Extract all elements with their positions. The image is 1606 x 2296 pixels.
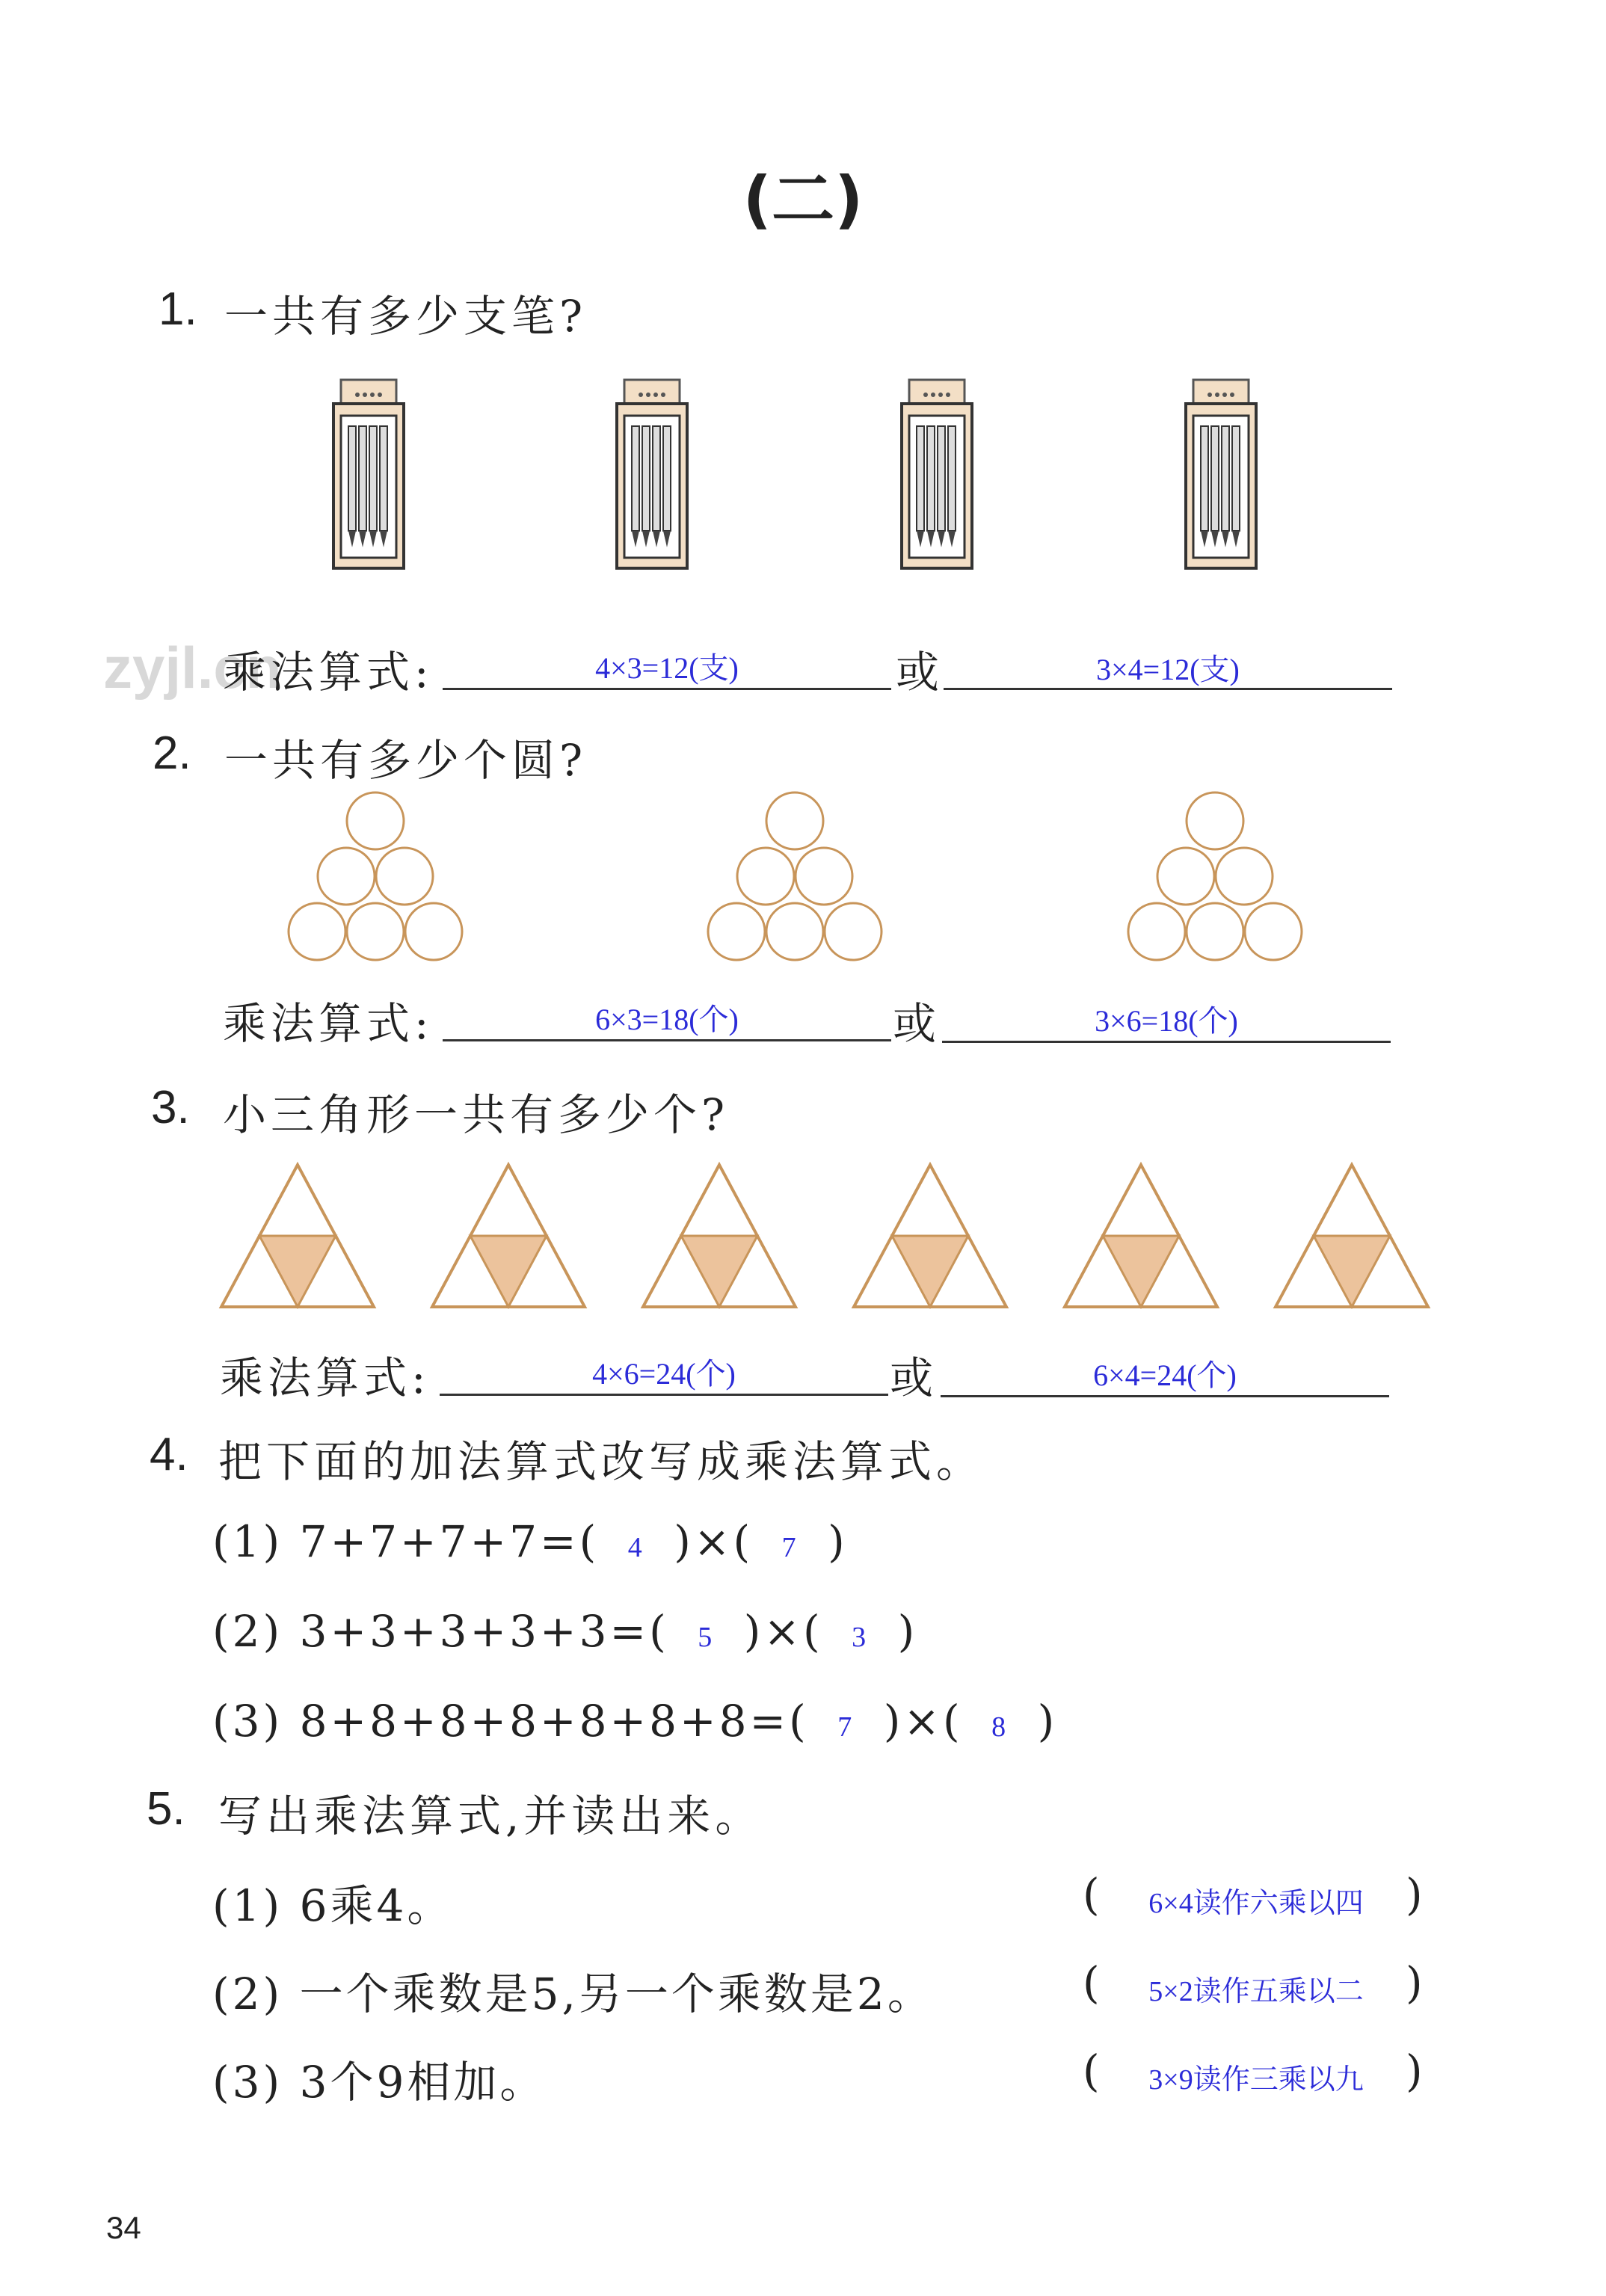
q2-label: 乘法算式: [223, 998, 434, 1049]
q2-line-2 [942, 1041, 1391, 1043]
q4-item-2: (2) 3+3+3+3+3=( 5 )×( 3 ) [212, 1606, 918, 1657]
q4-item-2-answer-b: 3 [852, 1622, 870, 1653]
q1-answer-1: 4×3=12(支) [595, 651, 739, 685]
q1-answer-2: 3×4=12(支) [1096, 653, 1240, 686]
triangle-group-2 [432, 1165, 585, 1307]
triangle-group-5 [1065, 1165, 1217, 1307]
circle-group-1 [289, 792, 462, 960]
pencil-box-4 [1186, 380, 1256, 568]
q5-item-2-close: ) [1406, 1957, 1423, 2008]
pencil-box-1 [333, 380, 404, 568]
q1-label: 乘法算式: [223, 647, 434, 698]
triangle-group-4 [854, 1165, 1006, 1307]
q4-item-3-answer-a: 7 [837, 1711, 855, 1743]
q1-number: 1. [159, 283, 197, 335]
page-title: (二) [742, 163, 864, 236]
triangle-group-1 [221, 1165, 374, 1307]
q2-or: 或 [893, 998, 941, 1049]
q5-item-2-open: ( [1083, 1957, 1100, 2008]
q3-answer-2: 6×4=24(个) [1093, 1358, 1237, 1392]
triangle-group-6 [1276, 1165, 1428, 1307]
q5-item-3-answer: 3×9读作三乘以九 [1148, 2064, 1364, 2096]
q3-number: 3. [151, 1082, 190, 1133]
q4-item-1: (1) 7+7+7+7=( 4 )×( 7 ) [212, 1516, 848, 1567]
q3-text: 小三角形一共有多少个? [223, 1089, 730, 1140]
q4-number: 4. [150, 1429, 188, 1480]
q2-number: 2. [153, 727, 191, 779]
q1-or: 或 [896, 647, 944, 698]
circle-group-2 [708, 792, 882, 960]
q5-item-1-open: ( [1083, 1869, 1100, 1920]
q3-line-1 [440, 1394, 888, 1396]
pencil-box-2 [617, 380, 687, 568]
q5-item-3-text: (3) 3个9相加。 [212, 2057, 547, 2108]
watermark: zyjl.cn [103, 635, 282, 701]
q1-line-1 [443, 688, 891, 690]
q4-item-3: (3) 8+8+8+8+8+8+8=( 7 )×( 8 ) [212, 1696, 1058, 1746]
q5-item-2-text: (2) 一个乘数是5,另一个乘数是2。 [212, 1969, 934, 2019]
q1-text: 一共有多少支笔? [224, 291, 588, 342]
q5-item-1-close: ) [1406, 1869, 1423, 1920]
q3-line-2 [941, 1395, 1389, 1397]
circle-groups [0, 785, 1606, 964]
q5-item-1-text: (1) 6乘4。 [212, 1880, 454, 1931]
q2-answer-1: 6×3=18(个) [595, 1003, 739, 1036]
q5-item-2-answer: 5×2读作五乘以二 [1148, 1976, 1364, 2007]
q2-line-1 [443, 1039, 891, 1041]
q4-item-1-answer-a: 4 [627, 1532, 645, 1563]
q5-text: 写出乘法算式,并读出来。 [218, 1791, 763, 1841]
q4-text: 把下面的加法算式改写成乘法算式。 [218, 1436, 985, 1487]
q5-item-3-close: ) [1406, 2046, 1423, 2096]
triangle-groups [0, 1159, 1606, 1316]
q5-item-3-open: ( [1083, 2046, 1100, 2096]
triangle-group-3 [643, 1165, 796, 1307]
q4-item-1-answer-b: 7 [781, 1532, 799, 1563]
q3-answer-1: 4×6=24(个) [592, 1357, 736, 1391]
q3-label: 乘法算式: [220, 1352, 431, 1403]
page-number: 34 [106, 2210, 141, 2245]
q5-item-1-answer: 6×4读作六乘以四 [1148, 1888, 1364, 1919]
q4-item-2-answer-a: 5 [698, 1622, 716, 1653]
q2-answer-2: 3×6=18(个) [1095, 1004, 1238, 1038]
q2-text: 一共有多少个圆? [224, 735, 588, 786]
circle-group-3 [1128, 792, 1302, 960]
q5-number: 5. [147, 1783, 185, 1835]
pencil-box-3 [902, 380, 972, 568]
q3-or: 或 [890, 1352, 938, 1403]
pencil-boxes [0, 374, 1606, 576]
q4-item-3-answer-b: 8 [991, 1711, 1009, 1743]
